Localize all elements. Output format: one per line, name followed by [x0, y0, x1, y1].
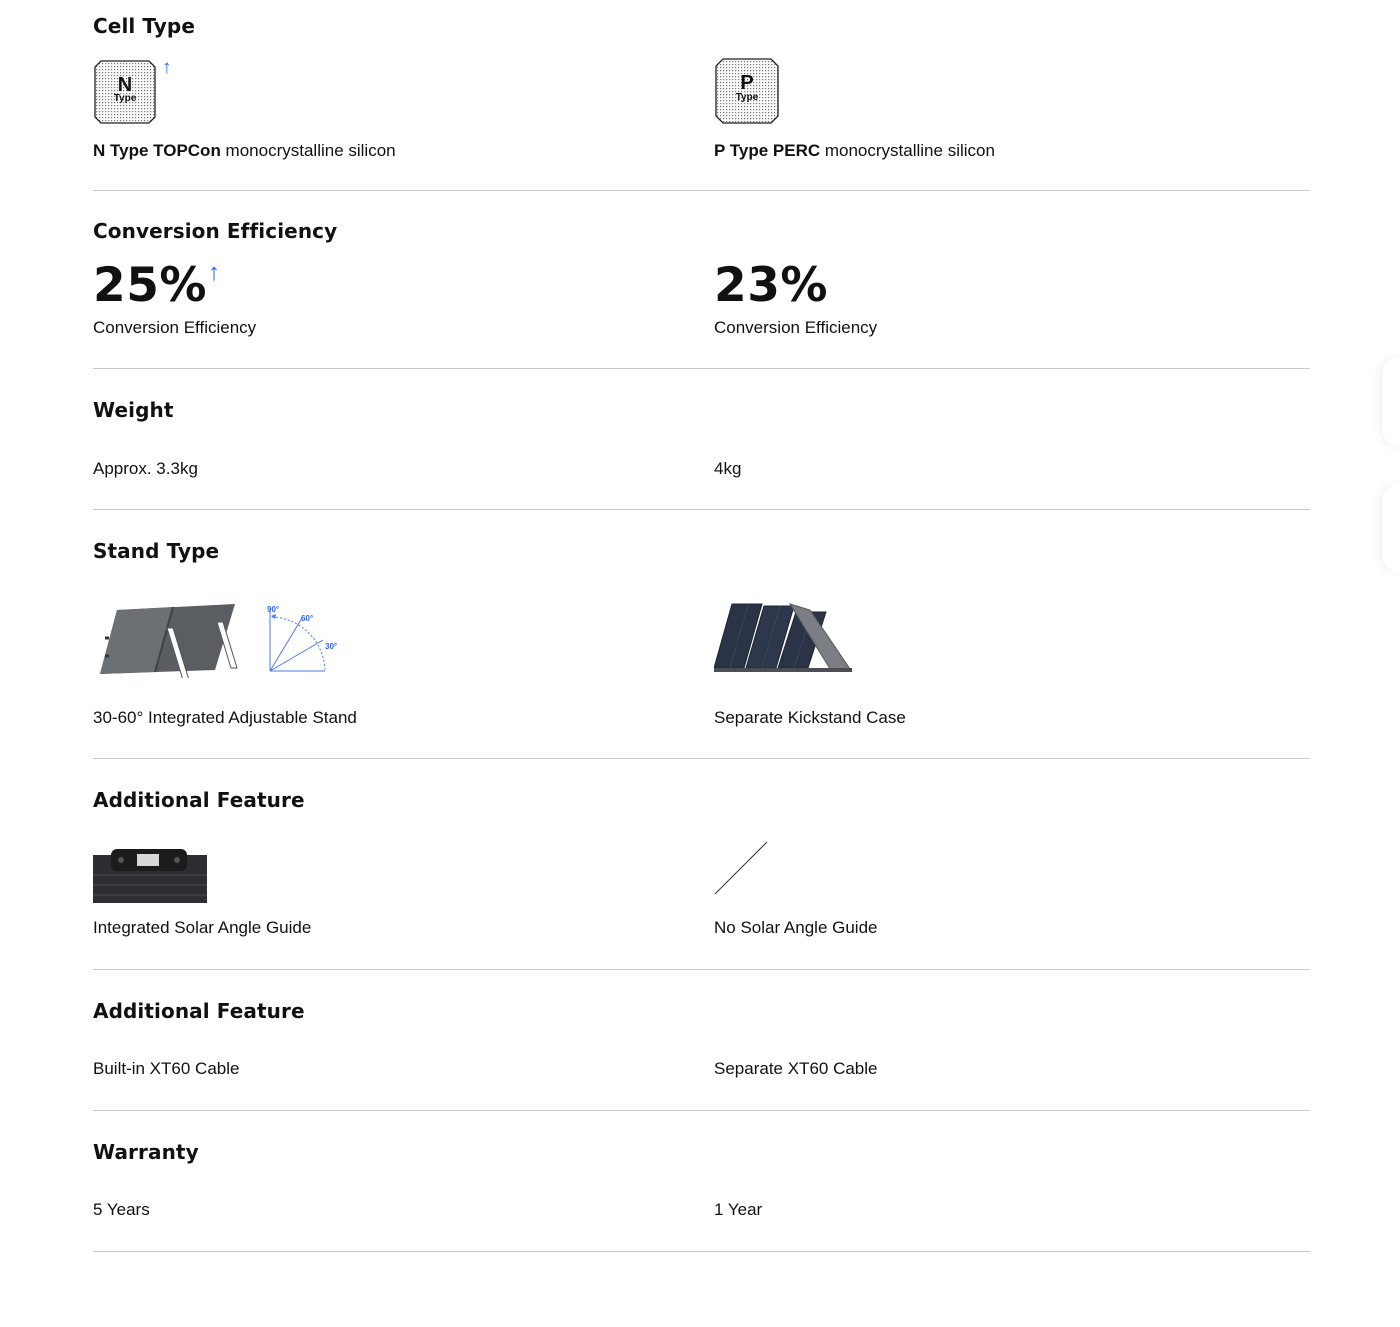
angle-label-90: 90°: [267, 605, 280, 614]
icon-letter: N: [117, 74, 133, 96]
efficiency-value-right: 23%: [714, 258, 828, 313]
row-additional-feature-cable: [93, 970, 1310, 1111]
cell-type-rest: monocrystalline silicon: [220, 141, 396, 160]
angle-label-60: 60°: [301, 614, 314, 623]
angle-guide-right: No Solar Angle Guide: [714, 918, 878, 937]
row-warranty: [93, 1111, 1310, 1252]
stand-type-left: 30-60° Integrated Adjustable Stand: [93, 708, 357, 727]
angle-diagram: [263, 598, 343, 681]
row-cell-type: [93, 0, 1310, 191]
angle-guide-left: Integrated Solar Angle Guide: [93, 918, 312, 937]
comparison-table: [93, 0, 1310, 1252]
cable-left: Built-in XT60 Cable: [93, 1059, 240, 1078]
row-additional-feature-angle: [93, 759, 1310, 970]
icon-letter: P: [740, 72, 754, 94]
cable-right: Separate XT60 Cable: [714, 1059, 878, 1078]
cell-type-bold: N Type TOPCon: [93, 141, 221, 160]
weight-right: 4kg: [714, 459, 742, 478]
row-heading: Additional Feature: [93, 788, 305, 812]
row-heading: Additional Feature: [93, 999, 305, 1023]
weight-left: Approx. 3.3kg: [93, 459, 198, 478]
n-type-cell-icon: [93, 60, 157, 129]
cell-type-rest: monocrystalline silicon: [820, 141, 995, 160]
efficiency-label-right: Conversion Efficiency: [714, 318, 878, 337]
angle-label-30: 30°: [325, 642, 338, 651]
efficiency-label-left: Conversion Efficiency: [93, 318, 257, 337]
row-heading: Warranty: [93, 1140, 199, 1164]
warranty-right: 1 Year: [714, 1200, 763, 1219]
stand-type-right: Separate Kickstand Case: [714, 708, 906, 727]
p-type-cell-icon: [714, 58, 780, 129]
kickstand-case-image: [714, 602, 854, 677]
warranty-left: 5 Years: [93, 1200, 150, 1219]
edge-tab[interactable]: [1382, 357, 1400, 447]
no-feature-slash-icon: [714, 841, 768, 900]
integrated-stand-image: [97, 598, 247, 683]
cell-type-right: [714, 141, 995, 161]
icon-sub: Type: [113, 93, 137, 104]
cell-type-left: [93, 141, 396, 161]
row-conversion-efficiency: [93, 191, 1310, 369]
icon-sub: Type: [735, 92, 759, 103]
edge-tab[interactable]: [1382, 483, 1400, 573]
row-heading: Cell Type: [93, 14, 196, 38]
up-arrow-icon: ↑: [162, 57, 172, 78]
efficiency-value-left: 25%: [93, 258, 207, 313]
row-heading: Conversion Efficiency: [93, 219, 338, 243]
row-heading: Weight: [93, 398, 174, 422]
row-weight: [93, 369, 1310, 510]
up-arrow-icon: ↑: [208, 259, 220, 286]
row-stand-type: [93, 510, 1310, 759]
angle-guide-image: [93, 849, 207, 908]
cell-type-bold: P Type PERC: [714, 141, 821, 160]
row-heading: Stand Type: [93, 539, 220, 563]
